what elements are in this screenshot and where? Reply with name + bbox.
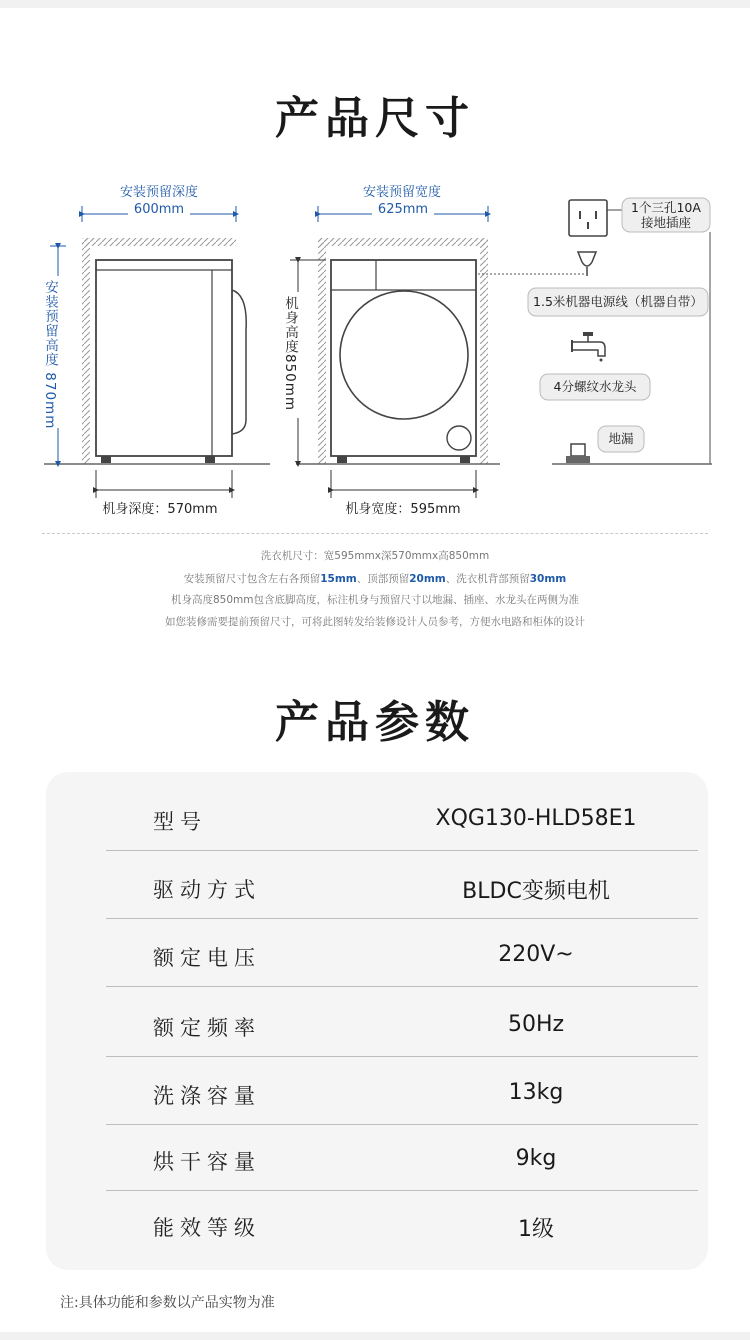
spec-value: 220V~ bbox=[498, 942, 574, 967]
spec-value: 1级 bbox=[518, 1217, 554, 1242]
side-back-wall bbox=[82, 238, 90, 464]
body-width-label: 机身宽度：595mm bbox=[345, 502, 461, 517]
footnote: 注:具体功能和参数以产品实物为准 bbox=[60, 1295, 275, 1311]
front-top-wall bbox=[318, 238, 488, 246]
spec-value: 50Hz bbox=[507, 1012, 565, 1037]
spec-label: 烘干容量 bbox=[153, 1150, 261, 1174]
install-width-label: 安装预留宽度 bbox=[362, 185, 442, 200]
bottom-strip bbox=[0, 1332, 750, 1340]
socket-label-line1: 1个三孔10A bbox=[631, 200, 701, 215]
dimensions-title: 产品尺寸 bbox=[275, 93, 475, 144]
note-reserve-text-c: 、顶部预留 bbox=[356, 573, 410, 585]
note-reserve-top-value: 20mm bbox=[409, 573, 446, 585]
faucet-icon bbox=[572, 332, 605, 362]
top-strip bbox=[0, 0, 750, 8]
faucet-label: 4分螺纹水龙头 bbox=[553, 379, 637, 394]
power-cord-label: 1.5米机器电源线（机器自带） bbox=[533, 294, 703, 309]
note-reserve-text-a: 安装预留尺寸包含左右各预留 bbox=[183, 573, 321, 585]
socket-label-line2: 接地插座 bbox=[640, 215, 692, 230]
side-view bbox=[42, 184, 270, 517]
spec-row-frequency bbox=[106, 988, 698, 1057]
note-height-basis: 机身高度850mm包含底脚高度，标注机身与预留尺寸以地漏、插座、水龙头在两侧为准 bbox=[171, 594, 579, 606]
front-door-circle bbox=[340, 291, 468, 419]
spec-value: XQG130-HLD58E1 bbox=[435, 806, 637, 831]
spec-value: BLDC变频电机 bbox=[462, 879, 610, 904]
drain-icon bbox=[571, 444, 585, 456]
spec-label: 洗涤容量 bbox=[153, 1084, 261, 1108]
spec-row-model bbox=[106, 782, 698, 851]
side-top-wall bbox=[82, 238, 236, 246]
drain-label: 地漏 bbox=[608, 431, 634, 446]
spec-label: 额定频率 bbox=[153, 1016, 261, 1040]
spec-label: 驱动方式 bbox=[153, 878, 261, 902]
front-view bbox=[282, 184, 500, 517]
params-title: 产品参数 bbox=[275, 697, 475, 748]
utilities-view bbox=[478, 198, 712, 464]
spec-label: 能效等级 bbox=[153, 1216, 261, 1240]
body-height-label: 机身高度850mm bbox=[282, 296, 298, 412]
spec-value: 13kg bbox=[508, 1080, 564, 1105]
filter-cap bbox=[447, 426, 471, 450]
spec-row-voltage bbox=[106, 918, 698, 987]
note-reserve-side-value: 15mm bbox=[320, 573, 357, 585]
dimension-diagram bbox=[0, 170, 750, 530]
install-depth-label: 安装预留深度 bbox=[119, 185, 199, 200]
side-door-bulge bbox=[232, 290, 246, 434]
dashed-separator bbox=[42, 533, 708, 534]
install-height-label: 安装预留高度 870mm bbox=[42, 280, 58, 430]
note-machine-size: 洗衣机尺寸：宽595mmx深570mmx高850mm bbox=[260, 550, 490, 562]
note-reserve-size bbox=[0, 571, 750, 586]
spec-label: 额定电压 bbox=[153, 946, 261, 970]
spec-label: 型号 bbox=[153, 810, 207, 834]
spec-row-dry-capacity bbox=[106, 1122, 698, 1191]
body-depth-label: 机身深度：570mm bbox=[102, 502, 218, 517]
note-reserve-back-value: 30mm bbox=[529, 573, 567, 585]
note-reserve-text-e: 、洗衣机背部预留 bbox=[445, 573, 530, 585]
spec-row-drive bbox=[106, 850, 698, 919]
spec-row-wash-capacity bbox=[106, 1056, 698, 1125]
install-depth-value: 600mm bbox=[133, 202, 185, 217]
spec-row-energy-class bbox=[106, 1188, 698, 1256]
spec-table bbox=[46, 772, 708, 1270]
install-width-value: 625mm bbox=[377, 202, 429, 217]
socket-icon bbox=[569, 200, 607, 236]
spec-value: 9kg bbox=[515, 1146, 557, 1171]
plug-icon bbox=[578, 252, 596, 266]
note-design-advice: 如您装修需要提前预留尺寸，可将此图转发给装修设计人员参考，方便水电路和柜体的设计 bbox=[165, 616, 585, 628]
